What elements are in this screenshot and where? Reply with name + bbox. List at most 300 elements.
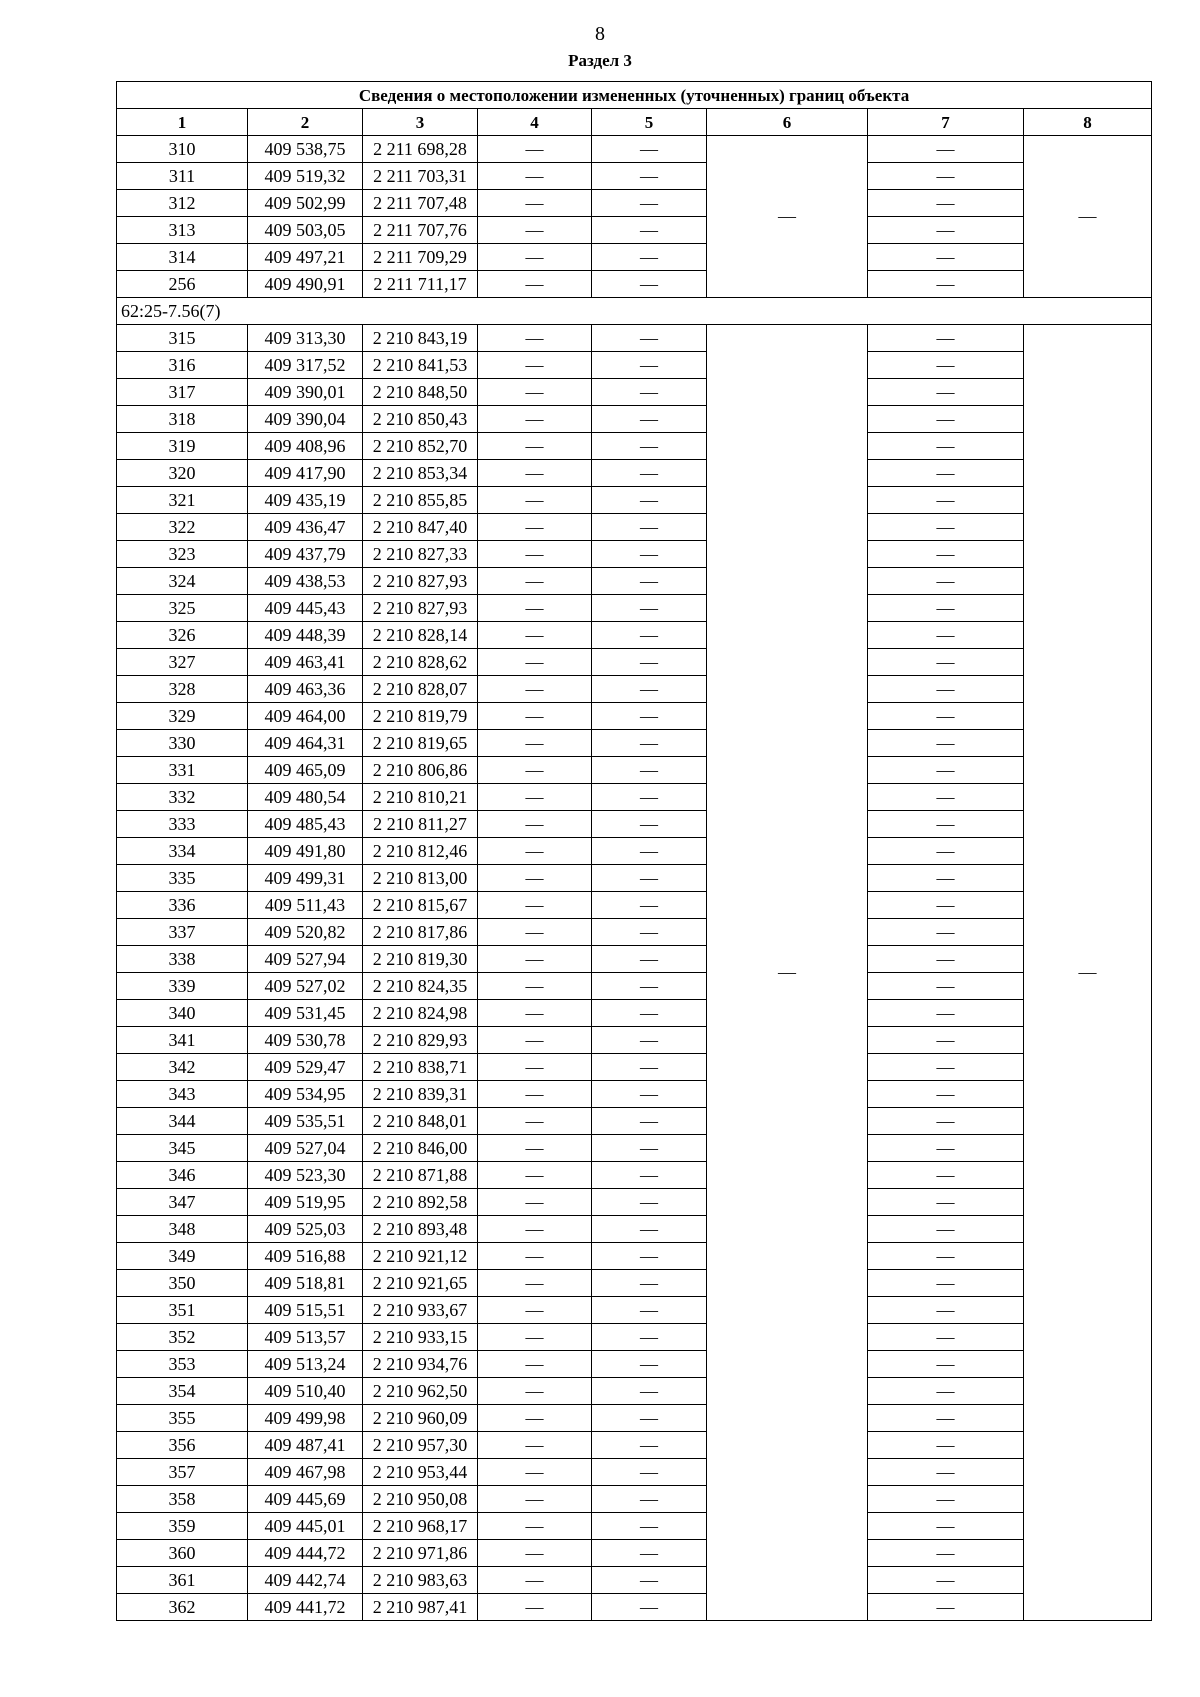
dash-cell: — xyxy=(868,730,1024,757)
table-row xyxy=(117,1459,1152,1486)
table-row xyxy=(117,1081,1152,1108)
dash-cell: — xyxy=(478,352,592,379)
y-coordinate-cell: 2 210 950,08 xyxy=(363,1486,478,1513)
table-row xyxy=(117,190,1152,217)
table-row xyxy=(117,595,1152,622)
table-row xyxy=(117,1513,1152,1540)
dash-cell: — xyxy=(592,622,707,649)
dash-cell: — xyxy=(478,541,592,568)
y-coordinate-cell: 2 211 703,31 xyxy=(363,163,478,190)
dash-cell: — xyxy=(592,649,707,676)
dash-cell: — xyxy=(478,1135,592,1162)
point-number-cell: 359 xyxy=(117,1513,248,1540)
column-header: 5 xyxy=(592,109,707,136)
x-coordinate-cell: 409 442,74 xyxy=(248,1567,363,1594)
point-number-cell: 348 xyxy=(117,1216,248,1243)
table-row xyxy=(117,406,1152,433)
table-row xyxy=(117,730,1152,757)
y-coordinate-cell: 2 210 812,46 xyxy=(363,838,478,865)
y-coordinate-cell: 2 210 819,65 xyxy=(363,730,478,757)
column-number-row xyxy=(117,109,1152,136)
dash-cell: — xyxy=(478,136,592,163)
x-coordinate-cell: 409 499,31 xyxy=(248,865,363,892)
y-coordinate-cell: 2 210 892,58 xyxy=(363,1189,478,1216)
dash-cell: — xyxy=(478,1297,592,1324)
dash-cell: — xyxy=(478,1432,592,1459)
dash-cell: — xyxy=(592,406,707,433)
dash-cell: — xyxy=(478,1027,592,1054)
table-row xyxy=(117,541,1152,568)
x-coordinate-cell: 409 531,45 xyxy=(248,1000,363,1027)
dash-cell: — xyxy=(868,325,1024,352)
x-coordinate-cell: 409 445,01 xyxy=(248,1513,363,1540)
x-coordinate-cell: 409 390,04 xyxy=(248,406,363,433)
x-coordinate-cell: 409 408,96 xyxy=(248,433,363,460)
y-coordinate-cell: 2 210 841,53 xyxy=(363,352,478,379)
dash-cell: — xyxy=(592,1000,707,1027)
point-number-cell: 340 xyxy=(117,1000,248,1027)
table-body xyxy=(117,136,1152,1621)
point-number-cell: 313 xyxy=(117,217,248,244)
dash-cell: — xyxy=(868,514,1024,541)
dash-cell: — xyxy=(868,1243,1024,1270)
y-coordinate-cell: 2 210 819,30 xyxy=(363,946,478,973)
x-coordinate-cell: 409 441,72 xyxy=(248,1594,363,1621)
dash-cell: — xyxy=(592,892,707,919)
y-coordinate-cell: 2 210 987,41 xyxy=(363,1594,478,1621)
x-coordinate-cell: 409 530,78 xyxy=(248,1027,363,1054)
dash-cell: — xyxy=(478,1243,592,1270)
point-number-cell: 346 xyxy=(117,1162,248,1189)
point-number-cell: 316 xyxy=(117,352,248,379)
y-coordinate-cell: 2 210 811,27 xyxy=(363,811,478,838)
y-coordinate-cell: 2 210 827,33 xyxy=(363,541,478,568)
dash-cell: — xyxy=(868,1324,1024,1351)
table-row xyxy=(117,838,1152,865)
table-row xyxy=(117,1243,1152,1270)
y-coordinate-cell: 2 210 827,93 xyxy=(363,595,478,622)
y-coordinate-cell: 2 210 871,88 xyxy=(363,1162,478,1189)
dash-cell: — xyxy=(868,892,1024,919)
table-row xyxy=(117,244,1152,271)
dash-cell: — xyxy=(592,1189,707,1216)
y-coordinate-cell: 2 210 824,98 xyxy=(363,1000,478,1027)
table-row xyxy=(117,811,1152,838)
dash-cell: — xyxy=(592,1432,707,1459)
dash-cell: — xyxy=(868,838,1024,865)
dash-cell: — xyxy=(478,919,592,946)
y-coordinate-cell: 2 211 707,76 xyxy=(363,217,478,244)
y-coordinate-cell: 2 210 815,67 xyxy=(363,892,478,919)
dash-cell: — xyxy=(592,514,707,541)
group-label: 62:25-7.56(7) xyxy=(117,298,1152,325)
x-coordinate-cell: 409 490,91 xyxy=(248,271,363,298)
dash-cell: — xyxy=(868,487,1024,514)
dash-cell: — xyxy=(478,271,592,298)
table-row xyxy=(117,1027,1152,1054)
dash-cell: — xyxy=(868,460,1024,487)
table-row xyxy=(117,1000,1152,1027)
dash-cell: — xyxy=(478,433,592,460)
dash-cell: — xyxy=(478,1567,592,1594)
dash-cell: — xyxy=(868,1108,1024,1135)
table-row xyxy=(117,622,1152,649)
dash-cell: — xyxy=(592,271,707,298)
point-number-cell: 327 xyxy=(117,649,248,676)
point-number-cell: 333 xyxy=(117,811,248,838)
point-number-cell: 336 xyxy=(117,892,248,919)
y-coordinate-cell: 2 211 707,48 xyxy=(363,190,478,217)
column-header: 7 xyxy=(868,109,1024,136)
dash-cell: — xyxy=(868,1594,1024,1621)
dash-cell: — xyxy=(868,1081,1024,1108)
y-coordinate-cell: 2 210 983,63 xyxy=(363,1567,478,1594)
table-row xyxy=(117,649,1152,676)
x-coordinate-cell: 409 497,21 xyxy=(248,244,363,271)
column-header: 8 xyxy=(1024,109,1152,136)
dash-cell: — xyxy=(868,1270,1024,1297)
dash-cell: — xyxy=(868,1297,1024,1324)
dash-cell: — xyxy=(592,1513,707,1540)
y-coordinate-cell: 2 211 711,17 xyxy=(363,271,478,298)
dash-cell: — xyxy=(868,1432,1024,1459)
point-number-cell: 326 xyxy=(117,622,248,649)
dash-cell: — xyxy=(868,1216,1024,1243)
point-number-cell: 334 xyxy=(117,838,248,865)
dash-cell: — xyxy=(478,379,592,406)
dash-cell: — xyxy=(478,757,592,784)
point-number-cell: 329 xyxy=(117,703,248,730)
y-coordinate-cell: 2 210 853,34 xyxy=(363,460,478,487)
y-coordinate-cell: 2 210 810,21 xyxy=(363,784,478,811)
point-number-cell: 331 xyxy=(117,757,248,784)
dash-cell: — xyxy=(592,919,707,946)
y-coordinate-cell: 2 210 855,85 xyxy=(363,487,478,514)
table-row xyxy=(117,1351,1152,1378)
dash-cell: — xyxy=(592,1378,707,1405)
dash-cell: — xyxy=(868,784,1024,811)
point-number-cell: 337 xyxy=(117,919,248,946)
table-row xyxy=(117,163,1152,190)
point-number-cell: 335 xyxy=(117,865,248,892)
point-number-cell: 319 xyxy=(117,433,248,460)
dash-cell: — xyxy=(868,703,1024,730)
dash-cell: — xyxy=(592,1567,707,1594)
dash-cell: — xyxy=(868,757,1024,784)
x-coordinate-cell: 409 529,47 xyxy=(248,1054,363,1081)
table-row xyxy=(117,352,1152,379)
table-row xyxy=(117,1189,1152,1216)
dash-cell: — xyxy=(868,163,1024,190)
point-number-cell: 351 xyxy=(117,1297,248,1324)
dash-cell: — xyxy=(592,1027,707,1054)
x-coordinate-cell: 409 485,43 xyxy=(248,811,363,838)
x-coordinate-cell: 409 519,95 xyxy=(248,1189,363,1216)
dash-cell: — xyxy=(868,1459,1024,1486)
y-coordinate-cell: 2 210 847,40 xyxy=(363,514,478,541)
dash-cell: — xyxy=(868,865,1024,892)
dash-cell: — xyxy=(868,649,1024,676)
x-coordinate-cell: 409 464,31 xyxy=(248,730,363,757)
point-number-cell: 314 xyxy=(117,244,248,271)
point-number-cell: 256 xyxy=(117,271,248,298)
y-coordinate-cell: 2 210 971,86 xyxy=(363,1540,478,1567)
dash-cell: — xyxy=(478,1513,592,1540)
table-row xyxy=(117,892,1152,919)
dash-cell: — xyxy=(478,217,592,244)
y-coordinate-cell: 2 210 953,44 xyxy=(363,1459,478,1486)
x-coordinate-cell: 409 499,98 xyxy=(248,1405,363,1432)
table-row xyxy=(117,1486,1152,1513)
dash-cell: — xyxy=(592,1054,707,1081)
x-coordinate-cell: 409 480,54 xyxy=(248,784,363,811)
point-number-cell: 312 xyxy=(117,190,248,217)
table-row xyxy=(117,946,1152,973)
x-coordinate-cell: 409 510,40 xyxy=(248,1378,363,1405)
point-number-cell: 339 xyxy=(117,973,248,1000)
point-number-cell: 323 xyxy=(117,541,248,568)
table-row xyxy=(117,784,1152,811)
table-header xyxy=(117,82,1152,136)
point-number-cell: 321 xyxy=(117,487,248,514)
column-header: 6 xyxy=(707,109,868,136)
table-row xyxy=(117,919,1152,946)
dash-cell: — xyxy=(478,784,592,811)
point-number-cell: 357 xyxy=(117,1459,248,1486)
dash-cell: — xyxy=(478,676,592,703)
dash-cell: — xyxy=(868,433,1024,460)
dash-cell: — xyxy=(478,1108,592,1135)
point-number-cell: 310 xyxy=(117,136,248,163)
table-row xyxy=(117,1270,1152,1297)
dash-cell: — xyxy=(478,622,592,649)
y-coordinate-cell: 2 210 934,76 xyxy=(363,1351,478,1378)
dash-cell: — xyxy=(868,676,1024,703)
dash-cell: — xyxy=(478,1324,592,1351)
dash-cell: — xyxy=(592,1270,707,1297)
x-coordinate-cell: 409 523,30 xyxy=(248,1162,363,1189)
dash-cell: — xyxy=(592,487,707,514)
dash-cell: — xyxy=(868,1540,1024,1567)
dash-cell: — xyxy=(478,1081,592,1108)
table-row xyxy=(117,1216,1152,1243)
table-row xyxy=(117,271,1152,298)
dash-cell: — xyxy=(592,1108,707,1135)
y-coordinate-cell: 2 210 817,86 xyxy=(363,919,478,946)
dash-cell: — xyxy=(592,433,707,460)
dash-cell: — xyxy=(868,1513,1024,1540)
x-coordinate-cell: 409 518,81 xyxy=(248,1270,363,1297)
x-coordinate-cell: 409 417,90 xyxy=(248,460,363,487)
x-coordinate-cell: 409 503,05 xyxy=(248,217,363,244)
x-coordinate-cell: 409 511,43 xyxy=(248,892,363,919)
x-coordinate-cell: 409 502,99 xyxy=(248,190,363,217)
y-coordinate-cell: 2 211 698,28 xyxy=(363,136,478,163)
dash-cell: — xyxy=(592,946,707,973)
dash-cell: — xyxy=(868,1351,1024,1378)
dash-cell: — xyxy=(868,406,1024,433)
dash-cell: — xyxy=(592,1324,707,1351)
dash-cell: — xyxy=(868,1405,1024,1432)
x-coordinate-cell: 409 448,39 xyxy=(248,622,363,649)
x-coordinate-cell: 409 520,82 xyxy=(248,919,363,946)
dash-cell: — xyxy=(478,703,592,730)
dash-cell: — xyxy=(478,1405,592,1432)
point-number-cell: 350 xyxy=(117,1270,248,1297)
y-coordinate-cell: 2 210 933,15 xyxy=(363,1324,478,1351)
dash-cell: — xyxy=(478,1054,592,1081)
y-coordinate-cell: 2 210 968,17 xyxy=(363,1513,478,1540)
x-coordinate-cell: 409 317,52 xyxy=(248,352,363,379)
point-number-cell: 338 xyxy=(117,946,248,973)
point-number-cell: 349 xyxy=(117,1243,248,1270)
merged-dash-cell: — xyxy=(707,136,868,298)
point-number-cell: 343 xyxy=(117,1081,248,1108)
y-coordinate-cell: 2 210 843,19 xyxy=(363,325,478,352)
x-coordinate-cell: 409 513,57 xyxy=(248,1324,363,1351)
coordinates-table xyxy=(116,81,1152,1621)
section-title: Раздел 3 xyxy=(568,51,632,70)
page-number: 8 xyxy=(595,23,605,45)
dash-cell: — xyxy=(478,460,592,487)
table-row xyxy=(117,1432,1152,1459)
y-coordinate-cell: 2 210 828,14 xyxy=(363,622,478,649)
dash-cell: — xyxy=(478,1378,592,1405)
merged-dash-cell: — xyxy=(707,325,868,1621)
x-coordinate-cell: 409 535,51 xyxy=(248,1108,363,1135)
y-coordinate-cell: 2 210 921,12 xyxy=(363,1243,478,1270)
dash-cell: — xyxy=(868,217,1024,244)
x-coordinate-cell: 409 437,79 xyxy=(248,541,363,568)
dash-cell: — xyxy=(478,190,592,217)
table-row xyxy=(117,460,1152,487)
x-coordinate-cell: 409 487,41 xyxy=(248,1432,363,1459)
column-header: 2 xyxy=(248,109,363,136)
dash-cell: — xyxy=(592,757,707,784)
dash-cell: — xyxy=(592,865,707,892)
table-row xyxy=(117,487,1152,514)
y-coordinate-cell: 2 210 848,01 xyxy=(363,1108,478,1135)
dash-cell: — xyxy=(592,379,707,406)
y-coordinate-cell: 2 210 819,79 xyxy=(363,703,478,730)
x-coordinate-cell: 409 438,53 xyxy=(248,568,363,595)
dash-cell: — xyxy=(592,1540,707,1567)
dash-cell: — xyxy=(868,541,1024,568)
table-row xyxy=(117,379,1152,406)
dash-cell: — xyxy=(478,838,592,865)
table-row xyxy=(117,1162,1152,1189)
point-number-cell: 332 xyxy=(117,784,248,811)
y-coordinate-cell: 2 210 893,48 xyxy=(363,1216,478,1243)
dash-cell: — xyxy=(868,568,1024,595)
dash-cell: — xyxy=(868,1027,1024,1054)
dash-cell: — xyxy=(478,730,592,757)
point-number-cell: 341 xyxy=(117,1027,248,1054)
dash-cell: — xyxy=(478,892,592,919)
point-number-cell: 356 xyxy=(117,1432,248,1459)
dash-cell: — xyxy=(868,1000,1024,1027)
y-coordinate-cell: 2 210 813,00 xyxy=(363,865,478,892)
x-coordinate-cell: 409 313,30 xyxy=(248,325,363,352)
dash-cell: — xyxy=(478,487,592,514)
x-coordinate-cell: 409 527,04 xyxy=(248,1135,363,1162)
point-number-cell: 344 xyxy=(117,1108,248,1135)
x-coordinate-cell: 409 534,95 xyxy=(248,1081,363,1108)
dash-cell: — xyxy=(592,784,707,811)
column-header: 3 xyxy=(363,109,478,136)
dash-cell: — xyxy=(592,595,707,622)
y-coordinate-cell: 2 211 709,29 xyxy=(363,244,478,271)
dash-cell: — xyxy=(478,163,592,190)
x-coordinate-cell: 409 515,51 xyxy=(248,1297,363,1324)
table-row xyxy=(117,676,1152,703)
dash-cell: — xyxy=(868,379,1024,406)
dash-cell: — xyxy=(592,1216,707,1243)
dash-cell: — xyxy=(868,1135,1024,1162)
point-number-cell: 361 xyxy=(117,1567,248,1594)
dash-cell: — xyxy=(478,1351,592,1378)
dash-cell: — xyxy=(478,1189,592,1216)
dash-cell: — xyxy=(478,1594,592,1621)
y-coordinate-cell: 2 210 848,50 xyxy=(363,379,478,406)
dash-cell: — xyxy=(592,676,707,703)
x-coordinate-cell: 409 465,09 xyxy=(248,757,363,784)
dash-cell: — xyxy=(868,595,1024,622)
y-coordinate-cell: 2 210 933,67 xyxy=(363,1297,478,1324)
dash-cell: — xyxy=(592,1594,707,1621)
table-row xyxy=(117,1540,1152,1567)
dash-cell: — xyxy=(592,973,707,1000)
table-caption: Сведения о местоположении измененных (уточненных) границ объекта xyxy=(117,82,1152,109)
table-row xyxy=(117,973,1152,1000)
y-coordinate-cell: 2 210 806,86 xyxy=(363,757,478,784)
table-row xyxy=(117,1324,1152,1351)
dash-cell: — xyxy=(478,595,592,622)
dash-cell: — xyxy=(478,946,592,973)
x-coordinate-cell: 409 436,47 xyxy=(248,514,363,541)
dash-cell: — xyxy=(592,1135,707,1162)
x-coordinate-cell: 409 513,24 xyxy=(248,1351,363,1378)
point-number-cell: 358 xyxy=(117,1486,248,1513)
x-coordinate-cell: 409 464,00 xyxy=(248,703,363,730)
table-row xyxy=(117,703,1152,730)
dash-cell: — xyxy=(868,622,1024,649)
point-number-cell: 318 xyxy=(117,406,248,433)
point-number-cell: 353 xyxy=(117,1351,248,1378)
dash-cell: — xyxy=(592,1297,707,1324)
table-row xyxy=(117,1108,1152,1135)
dash-cell: — xyxy=(478,568,592,595)
merged-dash-cell: — xyxy=(1024,325,1152,1621)
dash-cell: — xyxy=(592,703,707,730)
dash-cell: — xyxy=(478,244,592,271)
table-row xyxy=(117,136,1152,163)
point-number-cell: 360 xyxy=(117,1540,248,1567)
y-coordinate-cell: 2 210 846,00 xyxy=(363,1135,478,1162)
table-row xyxy=(117,1405,1152,1432)
dash-cell: — xyxy=(592,1486,707,1513)
column-header: 1 xyxy=(117,109,248,136)
dash-cell: — xyxy=(868,973,1024,1000)
dash-cell: — xyxy=(478,1540,592,1567)
x-coordinate-cell: 409 491,80 xyxy=(248,838,363,865)
point-number-cell: 317 xyxy=(117,379,248,406)
point-number-cell: 347 xyxy=(117,1189,248,1216)
point-number-cell: 330 xyxy=(117,730,248,757)
dash-cell: — xyxy=(868,1486,1024,1513)
y-coordinate-cell: 2 210 838,71 xyxy=(363,1054,478,1081)
x-coordinate-cell: 409 390,01 xyxy=(248,379,363,406)
